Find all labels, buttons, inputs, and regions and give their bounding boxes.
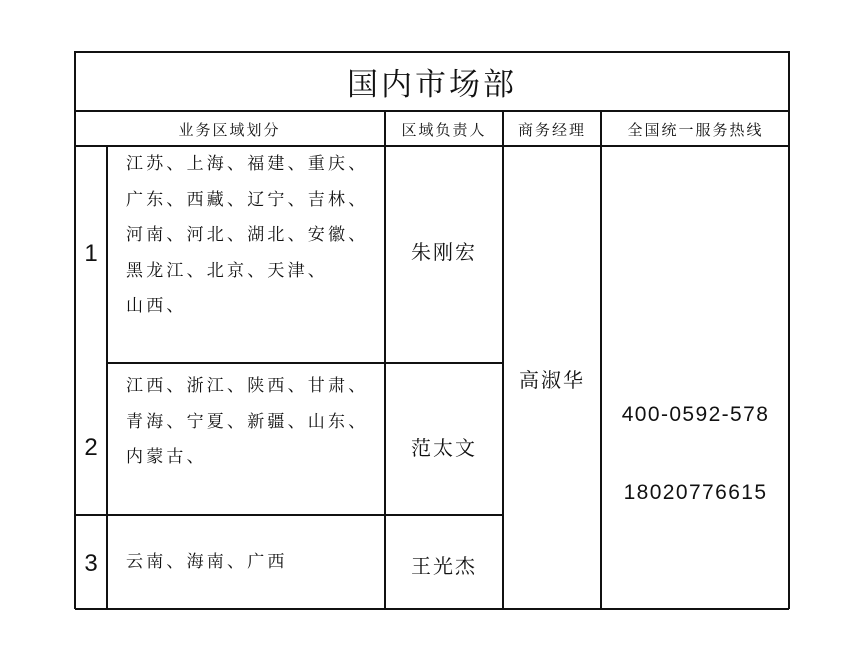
business-manager: 高淑华 <box>519 367 585 392</box>
region-line: 江苏、上海、福建、重庆、 <box>126 154 369 174</box>
hotline-number: 18020776615 <box>623 481 768 504</box>
row-number: 3 <box>84 550 98 577</box>
hotline-numbers <box>602 350 789 558</box>
row1-divider <box>107 362 503 364</box>
region-line: 广东、西藏、辽宁、吉林、 <box>126 189 369 210</box>
region-list <box>126 147 381 325</box>
header-business-manager: 商务经理 <box>517 120 586 139</box>
row-number: 2 <box>84 434 98 461</box>
header-hotline: 全国统一服务热线 <box>627 120 764 139</box>
header-region-division: 业务区域划分 <box>178 120 281 139</box>
page-title: 国内市场部 <box>347 66 517 103</box>
region-line: 江西、浙江、陕西、甘肃、 <box>126 376 369 396</box>
region-line: 云南、海南、广西 <box>126 552 288 572</box>
region-line: 河南、河北、湖北、安徽、 <box>126 225 369 245</box>
owner-column-divider <box>502 110 504 609</box>
region-line: 青海、宁夏、新疆、山东、 <box>126 411 369 432</box>
region-line: 山西、 <box>126 296 187 316</box>
border-bottom <box>75 608 789 610</box>
header-region-owner: 区域负责人 <box>401 120 487 139</box>
row-number: 1 <box>84 240 98 267</box>
region-column-divider <box>384 110 386 609</box>
region-list <box>126 545 381 581</box>
region-owner: 朱刚宏 <box>411 239 477 264</box>
region-owner: 范太文 <box>411 435 477 460</box>
region-line: 黑龙江、北京、天津、 <box>126 260 328 281</box>
region-owner: 王光杰 <box>411 553 477 578</box>
region-list <box>126 369 381 476</box>
hotline-number: 400-0592-578 <box>621 403 770 426</box>
row2-divider <box>75 514 503 516</box>
region-line: 内蒙古、 <box>126 447 207 467</box>
